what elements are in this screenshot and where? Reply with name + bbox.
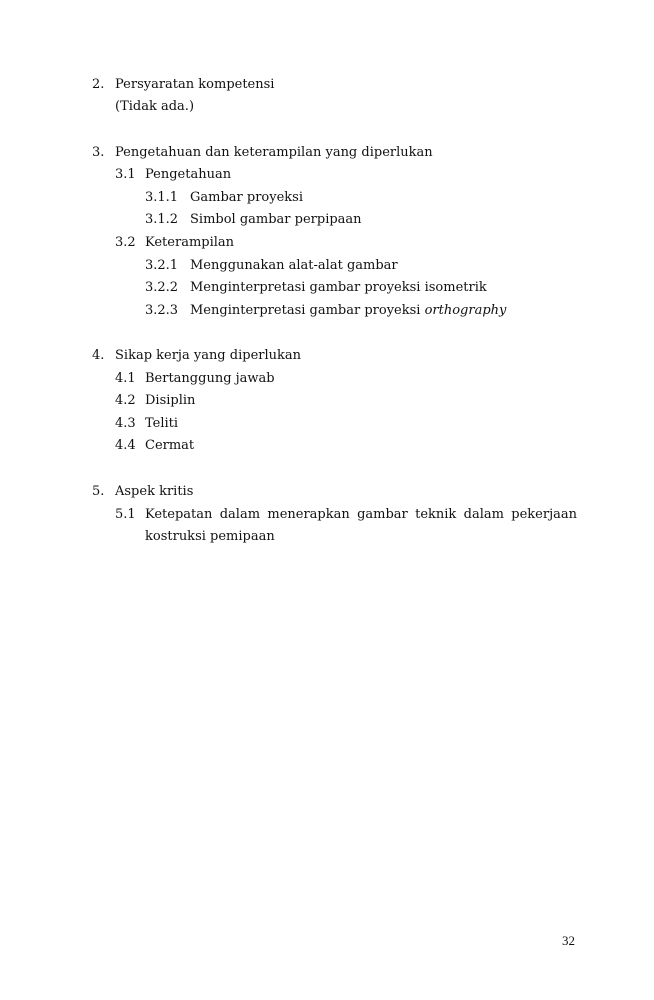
- section-3-title: Pengetahuan dan keterampilan yang diperlukan: [115, 145, 433, 160]
- item-5-1-number: 5.1: [115, 507, 136, 522]
- section-4-number: 4.: [92, 348, 105, 363]
- item-3-1-2-text: Simbol gambar perpipaan: [190, 212, 362, 227]
- section-5-title: Aspek kritis: [115, 484, 194, 499]
- item-3-2-3-number: 3.2.3: [145, 303, 179, 318]
- item-4-3-number: 4.3: [115, 416, 136, 431]
- subsection-3-2-title: Keterampilan: [145, 235, 235, 250]
- item-3-2-3-text: Menginterpretasi gambar proyeksi: [190, 303, 425, 318]
- section-2-title: Persyaratan kompetensi: [115, 77, 275, 92]
- item-5-1-line2: kostruksi pemipaan: [145, 529, 275, 544]
- item-5-1-line1: Ketepatan dalam menerapkan gambar teknik dalam pekerjaan: [145, 507, 577, 522]
- item-4-4-number: 4.4: [115, 438, 136, 453]
- item-3-1-2-number: 3.1.2: [145, 212, 179, 227]
- subsection-3-1-title: Pengetahuan: [145, 167, 232, 182]
- item-3-2-3-emphasis: orthography: [424, 303, 507, 318]
- item-3-2-2-number: 3.2.2: [145, 280, 179, 295]
- section-2-note: (Tidak ada.): [115, 99, 195, 114]
- page-number: 32: [562, 933, 575, 948]
- section-5-number: 5.: [92, 484, 105, 499]
- item-3-2-2-text: Menginterpretasi gambar proyeksi isometrik: [190, 280, 487, 295]
- item-4-1-text: Bertanggung jawab: [145, 371, 275, 386]
- item-4-4-text: Cermat: [145, 438, 195, 453]
- item-4-3-text: Teliti: [145, 416, 179, 431]
- item-3-2-1-number: 3.2.1: [145, 258, 179, 273]
- item-4-1-number: 4.1: [115, 371, 136, 386]
- subsection-3-1-number: 3.1: [115, 167, 136, 182]
- item-4-2-number: 4.2: [115, 393, 136, 408]
- item-3-2-1-text: Menggunakan alat-alat gambar: [190, 258, 398, 273]
- item-3-1-1-text: Gambar proyeksi: [190, 190, 303, 205]
- item-4-2-text: Disiplin: [145, 393, 196, 408]
- item-3-2-3-line: [190, 303, 506, 319]
- section-4-title: Sikap kerja yang diperlukan: [115, 348, 302, 363]
- item-3-1-1-number: 3.1.1: [145, 190, 179, 205]
- section-3-number: 3.: [92, 145, 105, 160]
- section-2-number: 2.: [92, 77, 105, 92]
- subsection-3-2-number: 3.2: [115, 235, 136, 250]
